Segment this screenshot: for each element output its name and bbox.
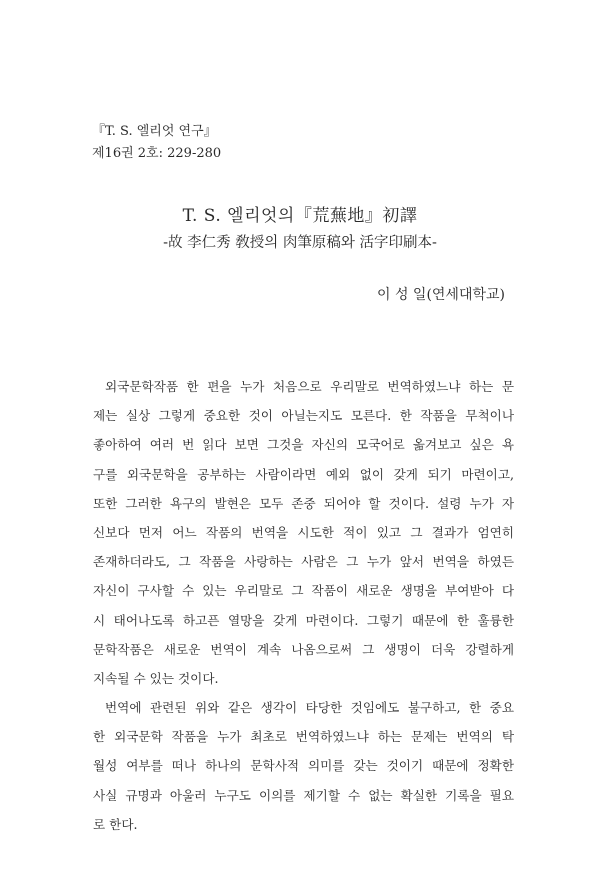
text-line: 사실 규명과 아울러 누구도 이의를 제기할 수 없는 확실한 기록을 필요 [93, 787, 514, 803]
text-line: 한 외국문학 작품을 누가 최초로 번역하였느냐 하는 문제는 번역의 탁 [93, 729, 514, 745]
journal-info [92, 121, 221, 165]
paragraph-2 [93, 693, 514, 839]
text-line: 로 한다. [93, 816, 138, 832]
text-line: 또한 그러한 욕구의 발현은 모두 존중 되어야 할 것이다. 설령 누가 자 [93, 495, 514, 511]
text-line: 좋아하여 여러 번 읽다 보면 그것을 자신의 모국어로 옮겨보고 싶은 욕 [93, 437, 514, 453]
text-line: 제는 실상 그렇게 중요한 것이 아닐는지도 모른다. 한 작품을 무척이나 [93, 408, 514, 424]
text-line: 번역에 관련된 위와 같은 생각이 타당한 것임에도 불구하고, 한 중요 [105, 700, 514, 716]
text-line: 지속될 수 있는 것이다. [93, 670, 219, 686]
text-line: 월성 여부를 떠나 하나의 문학사적 의미를 갖는 것이기 때문에 정확한 [93, 758, 514, 774]
text-line: 시 태어나도록 하고픈 열망을 갖게 마련이다. 그렇기 때문에 한 훌륭한 [93, 612, 514, 628]
journal-issue: 제16권 2호: 229-280 [92, 146, 222, 161]
text-line: 구를 외국문학을 공부하는 사람이라면 예외 없이 갖게 되기 마련이고, [93, 466, 514, 482]
article-subtitle: -故 李仁秀 敎授의 肉筆原稿와 活字印刷本- [163, 235, 437, 251]
text-line: 존재하더라도, 그 작품을 사랑하는 사람은 그 누가 앞서 번역을 하였든 [93, 554, 514, 570]
article-body [93, 372, 514, 839]
text-line: 신보다 먼저 어느 작품의 번역을 시도한 적이 있고 그 결과가 엄연히 [93, 524, 514, 540]
text-line: 외국문학작품 한 편을 누가 처음으로 우리말로 번역하였느냐 하는 문 [105, 379, 514, 394]
text-line: 문학작품은 새로운 번역이 계속 나옴으로써 그 생명이 더욱 강렬하게 [93, 641, 514, 657]
article-title: T. S. 엘리엇의『荒蕪地』初譯 [182, 206, 418, 226]
text-line: 자신이 구사할 수 있는 우리말로 그 작품이 새로운 생명을 부여받아 다 [93, 583, 514, 599]
paragraph-1 [93, 372, 514, 693]
article-author: 이 성 일(연세대학교) [376, 287, 505, 303]
journal-name: 『T. S. 엘리엇 연구』 [92, 124, 217, 139]
